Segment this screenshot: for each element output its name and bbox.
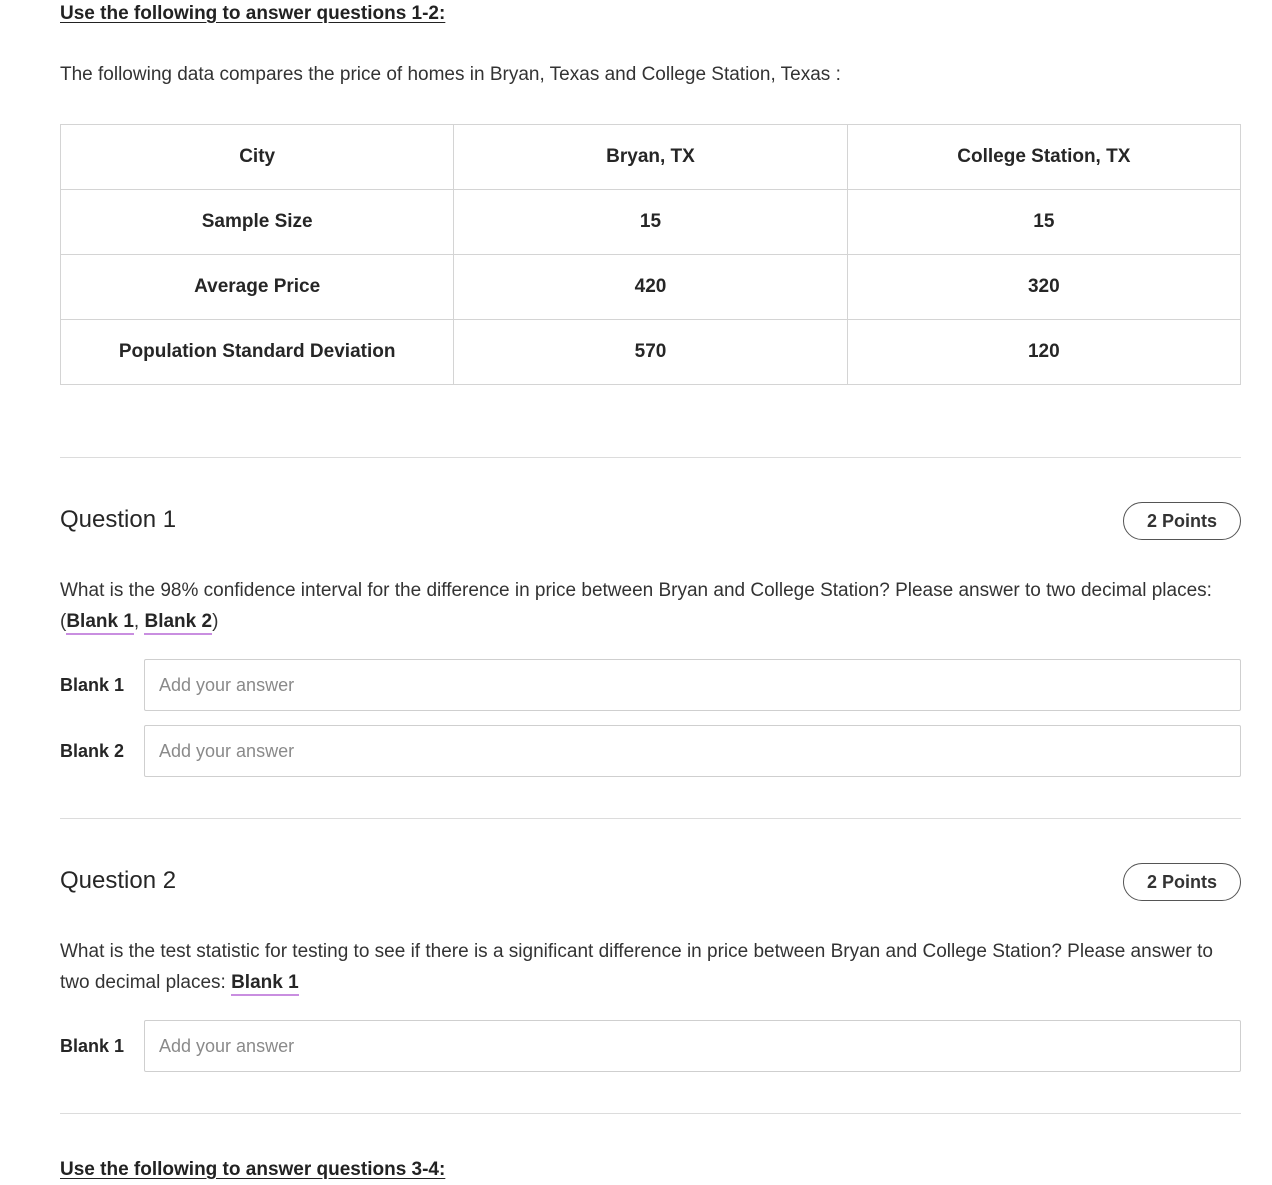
data-intro-text: The following data compares the price of homes in Bryan, Texas and College Station, Texas : xyxy=(60,64,841,85)
question-2-points-badge: 2 Points xyxy=(1123,863,1241,901)
table-cell: Population Standard Deviation xyxy=(61,320,454,385)
table-cell: College Station, TX xyxy=(847,125,1240,190)
table-cell: 120 xyxy=(847,320,1240,385)
table-cell: 570 xyxy=(454,320,847,385)
blank-1-reference[interactable]: Blank 1 xyxy=(66,611,134,635)
blank-2-label: Blank 2 xyxy=(60,741,125,761)
section-heading-3-4: Use the following to answer questions 3-4: xyxy=(60,1159,446,1180)
blank-1-label: Blank 1 xyxy=(60,1036,125,1056)
home-price-table xyxy=(60,124,1241,385)
blank-1-label: Blank 1 xyxy=(60,675,125,695)
section-heading-1-2: Use the following to answer questions 1-2: xyxy=(60,3,446,24)
divider xyxy=(60,457,1241,458)
question-1-blank-2-input[interactable] xyxy=(144,725,1241,777)
question-1-blank-1-row xyxy=(60,659,1241,711)
question-1-prompt-end: ) xyxy=(212,611,219,632)
question-2-text xyxy=(60,936,1241,998)
table-row xyxy=(61,255,1241,320)
divider xyxy=(60,818,1241,819)
question-1-blank-2-row xyxy=(60,725,1241,777)
blank-2-reference[interactable]: Blank 2 xyxy=(144,611,212,635)
question-2-prompt: What is the test statistic for testing to see if there is a significant difference in price between Bryan and College Station? Please answer to two decimal places: xyxy=(60,941,1213,993)
table-cell: Sample Size xyxy=(61,190,454,255)
question-2-blank-1-input[interactable] xyxy=(144,1020,1241,1072)
table-cell: 15 xyxy=(847,190,1240,255)
blank-1-reference[interactable]: Blank 1 xyxy=(231,972,299,996)
question-1-points-badge: 2 Points xyxy=(1123,502,1241,540)
question-2-blank-1-row xyxy=(60,1020,1241,1072)
question-1-prompt: What is the 98% confidence interval for the difference in price between Bryan and College Station? Please answer to two decimal places: ( xyxy=(60,580,1212,632)
table-cell: 320 xyxy=(847,255,1240,320)
table-row xyxy=(61,320,1241,385)
table-cell: Average Price xyxy=(61,255,454,320)
question-1-text xyxy=(60,575,1241,637)
question-1-blank-1-input[interactable] xyxy=(144,659,1241,711)
table-cell: 15 xyxy=(454,190,847,255)
table-row xyxy=(61,190,1241,255)
table-header-row xyxy=(61,125,1241,190)
table-cell: City xyxy=(61,125,454,190)
question-2-title: Question 2 xyxy=(60,867,177,894)
divider xyxy=(60,1113,1241,1114)
table-cell: 420 xyxy=(454,255,847,320)
blank-separator: , xyxy=(133,611,145,632)
table-cell: Bryan, TX xyxy=(454,125,847,190)
question-1-title: Question 1 xyxy=(60,506,177,533)
